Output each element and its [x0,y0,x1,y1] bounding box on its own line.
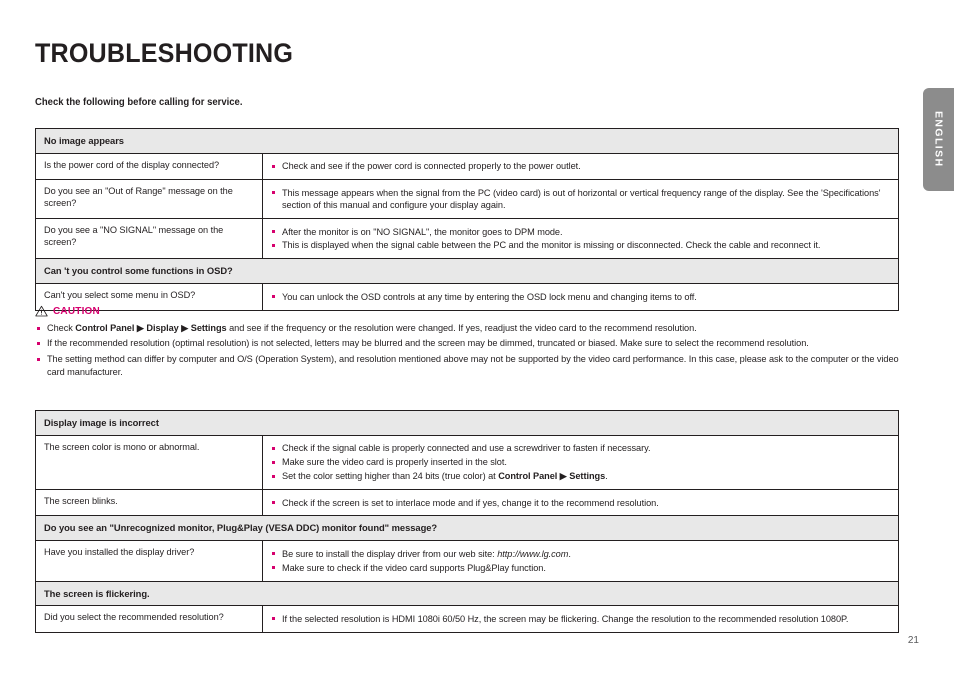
question-cell: Do you see an "Out of Range" message on the screen? [36,180,263,219]
section-header-label: No image appears [36,129,899,154]
section-header-label: Display image is incorrect [36,411,899,436]
answer-list [271,226,890,252]
answer-item: Set the color setting higher than 24 bits (true color) at Control Panel ▶ Settings. [271,470,890,482]
answer-cell [263,541,899,581]
answer-list [271,497,890,509]
question-cell: Can't you select some menu in OSD? [36,284,263,310]
table-section-header-row [36,516,899,541]
question-cell: Did you select the recommended resolution? [36,606,263,632]
table-section-header-row [36,259,899,284]
page-subtitle: Check the following before calling for service. [35,97,243,108]
caution-list [35,322,915,379]
language-tab-label: ENGLISH [932,111,945,168]
section-header-label: Do you see an "Unrecognized monitor, Plug&Play (VESA DDC) monitor found" message? [36,516,899,541]
table-section-header-row [36,581,899,606]
answer-cell [263,180,899,219]
troubleshooting-table-2 [35,410,899,633]
caution-item: If the recommended resolution (optimal resolution) is not selected, letters may be blurred and the screen may be dimmed, truncated or biased. Make sure to select the recommend resolution. [35,337,915,350]
caution-block [35,305,915,381]
answer-item: Check if the screen is set to interlace mode and if yes, change it to the recommend resolution. [271,497,890,509]
language-tab-english [923,88,954,191]
table-row [36,606,899,632]
table-row [36,490,899,516]
answer-item: Check and see if the power cord is connected properly to the power outlet. [271,160,890,172]
answer-list [271,613,890,625]
table-row [36,180,899,219]
answer-list [271,548,890,574]
answer-cell [263,153,899,179]
answer-list [271,187,890,212]
answer-cell [263,606,899,632]
answer-item: This is displayed when the signal cable between the PC and the monitor is missing or disconnected. Check the cable and reconnect it. [271,239,890,251]
answer-item: Make sure to check if the video card supports Plug&Play function. [271,562,890,574]
caution-item: The setting method can differ by computer and O/S (Operation System), and resolution mentioned above may not be supported by the video card performance. In this case, please ask to the computer or the video card manufacturer. [35,353,915,380]
section-header-label: The screen is flickering. [36,581,899,606]
answer-item: Check if the signal cable is properly connected and use a screwdriver to fasten if necessary. [271,442,890,454]
answer-cell [263,219,899,259]
table-row [36,435,899,489]
answer-item: After the monitor is on "NO SIGNAL", the monitor goes to DPM mode. [271,226,890,238]
warning-triangle-icon [35,305,48,317]
question-cell: Have you installed the display driver? [36,541,263,581]
question-cell: The screen color is mono or abnormal. [36,435,263,489]
table-section-header-row [36,411,899,436]
table-row [36,541,899,581]
answer-list [271,442,890,482]
table-row [36,153,899,179]
answer-list [271,160,890,172]
answer-item: If the selected resolution is HDMI 1080i 60/50 Hz, the screen may be flickering. Change the resolution to the recommended resolution 1080P. [271,613,890,625]
page-number: 21 [907,635,919,646]
page-title: TROUBLESHOOTING [35,38,294,68]
answer-item: Be sure to install the display driver from our web site: http://www.lg.com. [271,548,890,560]
answer-item: This message appears when the signal from the PC (video card) is out of horizontal or vertical frequency range of the display. See the 'Specifications' section of this manual and configure your display again. [271,187,890,212]
answer-list [271,291,890,303]
answer-item: You can unlock the OSD controls at any time by entering the OSD lock menu and changing items to off. [271,291,890,303]
caution-item: Check Control Panel ▶ Display ▶ Settings and see if the frequency or the resolution were changed. If yes, readjust the video card to the recommend resolution. [35,322,915,335]
caution-label: CAUTION [53,305,100,317]
question-cell: Do you see a "NO SIGNAL" message on the screen? [36,219,263,259]
question-cell: Is the power cord of the display connected? [36,153,263,179]
question-cell: The screen blinks. [36,490,263,516]
section-header-label: Can 't you control some functions in OSD? [36,259,899,284]
caution-heading [35,305,915,317]
answer-item: Make sure the video card is properly inserted in the slot. [271,456,890,468]
table-row [36,219,899,259]
troubleshooting-table-1 [35,128,899,311]
table-section-header-row [36,129,899,154]
table-1-body [36,129,899,311]
answer-cell [263,435,899,489]
answer-cell [263,490,899,516]
table-2-body [36,411,899,633]
